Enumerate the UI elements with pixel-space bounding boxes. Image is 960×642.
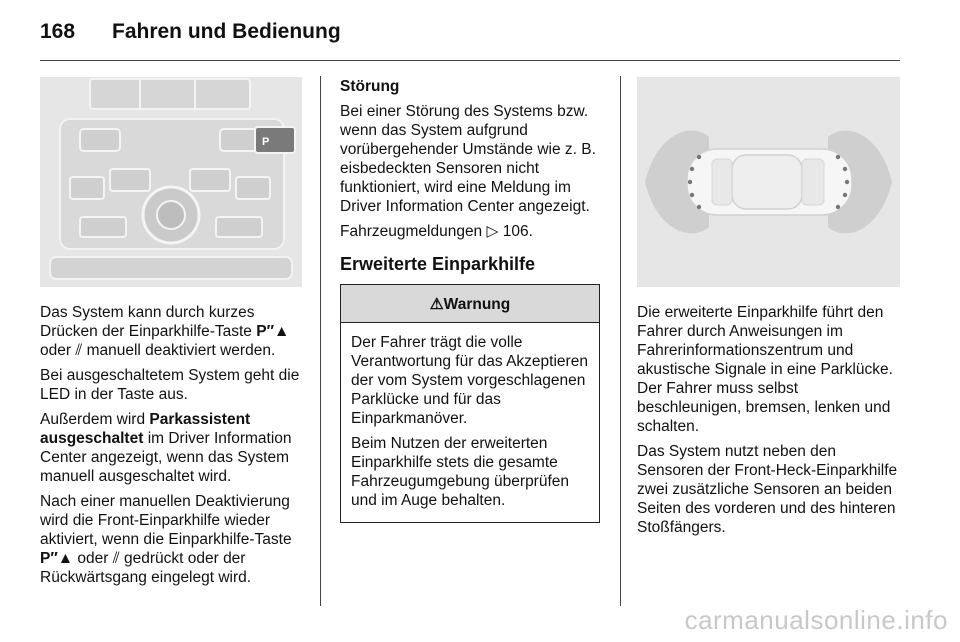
column-divider-2 <box>620 76 621 606</box>
console-illustration <box>40 77 302 287</box>
warning-title: Warnung <box>443 296 511 313</box>
warning-text-2: Beim Nutzen der erweiterten Einparkhilfe stets die gesamte Fahrzeugumgebung überprüfen und im Auge behalten. <box>351 435 570 509</box>
paragraph-led: Bei ausgeschaltetem System geht die LED in der Taste aus. <box>40 367 300 403</box>
paragraph-sensors: Das System nutzt neben den Sensoren der Front-Heck-Einparkhilfe zwei zusätzliche Sensoren an beiden Seiten des vorderen und des hinteren Stoßfängers. <box>637 443 898 536</box>
paragraph-vehicle-messages: Fahrzeugmeldungen ▷ 106. <box>340 223 533 240</box>
paragraph-advanced-intro: Die erweiterte Einparkhilfe führt den Fahrer durch Anweisungen im Fahrerinformationszentrum und akustische Signale in eine Parklücke. Der Fahrer muss selbst beschleunigen, bremsen, lenken und schalten. <box>637 304 893 435</box>
page-header <box>40 20 341 44</box>
warning-text-1: Der Fahrer trägt die volle Verantwortung für das Akzeptieren der vom System vorgeschlagenen Parklücke und für das Einparkmanöver. <box>351 334 588 427</box>
column-1-text <box>40 303 302 593</box>
park-assist-symbol: P″▲ <box>40 550 74 567</box>
header-rule <box>40 60 900 61</box>
paragraph-reactivation: Nach einer manuellen Deaktivierung wird die Front-Einparkhilfe wieder aktiviert, wenn die Einparkhilfe-Taste P″▲ oder ⫽ gedrückt oder der Rückwärtsgang eingelegt wird. <box>40 493 292 586</box>
watermark: carmanualsonline.info <box>684 605 948 635</box>
car-sensor-drawing <box>637 77 900 287</box>
column-3-text <box>637 303 900 543</box>
page-title: Fahren und Bedienung <box>112 20 341 43</box>
park-button-label: P <box>262 136 270 148</box>
paragraph-dic-message: Außerdem wird Parkassistent ausgeschaltet im Driver Information Center angezeigt, wenn das System manuell ausgeschaltet wird. <box>40 411 292 485</box>
column-2-text <box>340 77 602 523</box>
page-reference-arrow-icon: ▷ <box>486 223 499 240</box>
page-number: 168 <box>40 20 76 43</box>
warning-header <box>341 285 599 323</box>
column-divider-1 <box>320 76 321 606</box>
park-assist-symbol: P″▲ <box>256 323 290 340</box>
warning-body <box>341 323 599 522</box>
park-off-symbol: ⫽ <box>75 342 83 359</box>
paragraph-deactivate: Das System kann durch kurzes Drücken der Einparkhilfe-Taste P″▲ oder ⫽ manuell deaktiviert werden. <box>40 304 290 359</box>
car-sensor-illustration <box>637 77 900 287</box>
console-drawing <box>40 77 302 287</box>
message-name: Parkassistent ausgeschaltet <box>40 411 251 447</box>
warning-box <box>340 284 600 523</box>
fault-heading: Störung <box>340 78 400 95</box>
paragraph-fault: Bei einer Störung des Systems bzw. wenn das System aufgrund vorübergehender Umstände wie z. B. eisbedeckten Sensoren nicht funktioniert, wird eine Meldung im Driver Information Center angezeigt. <box>340 103 596 215</box>
section-heading: Erweiterte Einparkhilfe <box>340 254 536 274</box>
warning-icon: ⚠ <box>429 296 444 313</box>
park-off-symbol: ⫽ <box>112 550 120 567</box>
